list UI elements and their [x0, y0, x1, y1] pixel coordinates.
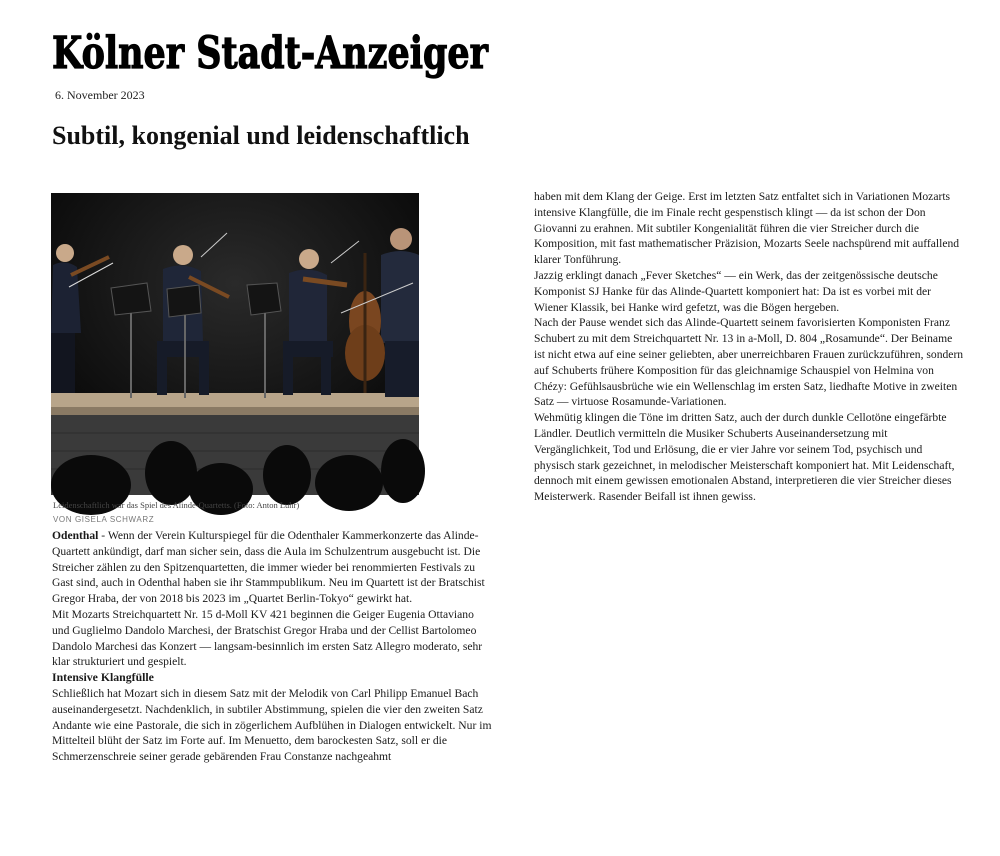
- article-paragraph: Schließlich hat Mozart sich in diesem Satz mit der Melodik von Carl Philipp Emanuel Bach auseinandergesetzt. Nachdenklich, in subtiler Abstimmung, spielen die vier den zweiten Satz Andante wie eine Pastorale, die sich in zögerlichem Aufblühen in Dialogen entwickelt. Nur im Mittelteil blüht der Satz im Forte auf. Im Menuetto, dem barockesten Satz, soll er die Schmerzenschreie seiner gerade gebärenden Frau Constanze nachgeahmt: [52, 686, 492, 764]
- article-paragraph: Mit Mozarts Streichquartett Nr. 15 d-Moll KV 421 beginnen die Geiger Eugenia Ottaviano und Guglielmo Dandolo Marchesi, der Bratschist Gregor Hraba und der Cellist Bartolomeo Dandolo Marchesi das Konzert — langsam-besinnlich im ersten Satz Allegro moderato, sehr klar strukturiert und gespielt.: [52, 607, 483, 669]
- publication-date: 6. November 2023: [55, 88, 145, 102]
- photo-caption: Leidenschaftlich war das Spiel des Alinde-Quartetts. (Foto: Anton Luhr): [53, 500, 300, 510]
- headline: Subtil, kongenial und leidenschaftlich: [52, 121, 470, 150]
- masthead-title: Kölner Stadt-Anzeiger: [52, 28, 489, 79]
- author-byline: VON GISELA SCHWARZ: [53, 515, 155, 524]
- masthead-logo: [52, 20, 492, 82]
- article-paragraph: Nach der Pause wendet sich das Alinde-Quartett seinem favorisierten Komponisten Franz Schubert zu mit dem Streichquartett Nr. 13 in a-Moll, D. 804 „Rosamunde“. Der Beiname ist nicht etwa auf eine seiner geliebten, aber unerreichbaren Frauen zurückzuführen, sondern auf Schuberts frühere Komposition für das gleichnamige Schauspiel von Helmina von Chézy: Gefühlsausbrüche wie ein Wellenschlag im ersten Satz, liedhafte Motive in zweiten Satz — virtuose Rosamunde-Variationen.: [534, 316, 964, 409]
- paragraph-text: - Wenn der Verein Kulturspiegel für die Odenthaler Kammerkonzerte das Alinde-Quartett ankündigt, darf man sicher sein, dass die Aula im Schulzentrum ausgebucht ist. Die Streicher zählen zu den Spitzenquartetten, die immer wieder bei renommierten Festivals zu Gast sind, auch in Odenthal haben sie ihr Stammpublikum. Neu im Quartett ist der Bratschist Gregor Hraba, der von 2018 bis 2023 im „Quartet Berlin-Tokyo“ gewirkt hat.: [52, 529, 485, 606]
- musician-figure: [381, 228, 419, 397]
- article-photo: [51, 193, 419, 495]
- article-subheading: Intensive Klangfülle: [52, 670, 154, 685]
- article-column-left: [52, 528, 492, 765]
- article-column-right: [534, 189, 964, 505]
- article-paragraph: [52, 528, 492, 607]
- article-paragraph: Wehmütig klingen die Töne im dritten Satz, auch der durch dunkle Cellotöne eingefärbte Ländler. Deutlich vermitteln die Musiker Schuberts Auseinandersetzung mit Vergänglichkeit, Tod und Erlösung, die er vier Jahre vor seinem Tod, psychisch und physisch stark gezeichnet, in melodischer Meisterschaft komponiert hat. Mit Leidenschaft, dennoch mit einem gewissen emotionalen Abstand, interpretieren die vier Streicher dieses Meisterwerk. Rasender Beifall ist ihnen gewiss.: [534, 411, 955, 504]
- dateline: Odenthal: [52, 529, 99, 542]
- article-paragraph: haben mit dem Klang der Geige. Erst im letzten Satz entfaltet sich in Variationen Mozarts intensive Klangfülle, die im Finale recht gespenstisch klingt — da ist schon der Don Giovanni zu erahnen. Mit subtiler Kongenialität führen die vier Streicher durch die Komposition, mit fast mathematischer Präzision, Mozarts Seele nachspürend mit auffallend klarer Tonführung.: [534, 190, 960, 267]
- article-paragraph: Jazzig erklingt danach „Fever Sketches“ — ein Werk, das der zeitgenössische deutsche Komponist SJ Hanke für das Alinde-Quartett komponiert hat: Da ist es vorbei mit der Wiener Klassik, bei Hanke wird gefetzt, was die Bögen hergeben.: [534, 268, 938, 314]
